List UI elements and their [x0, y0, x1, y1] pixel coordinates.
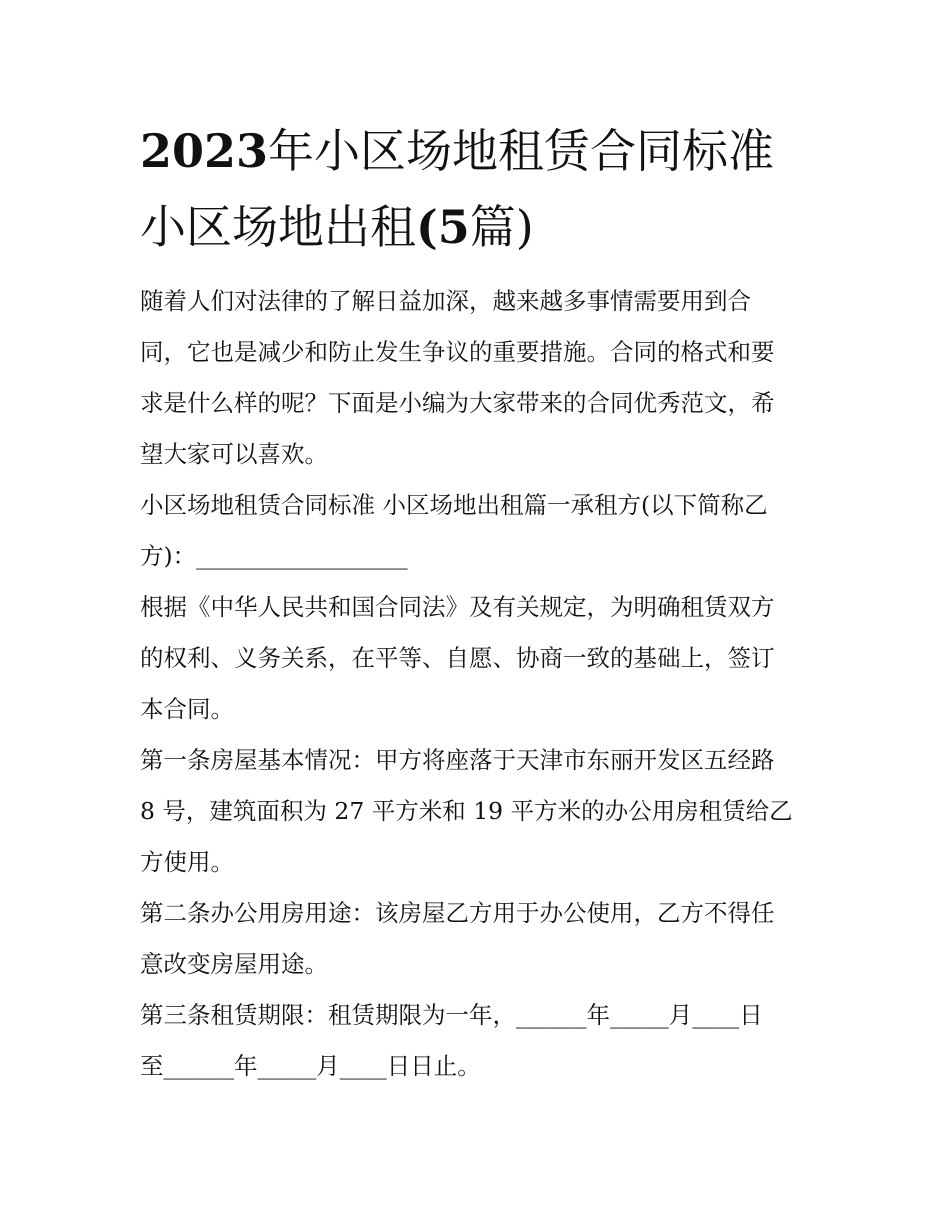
text-line: 根据《中华人民共和国合同法》及有关规定，为明确租赁双方 — [140, 593, 775, 621]
text-line: 本合同。 — [140, 695, 234, 723]
paragraph-article-2 — [140, 888, 820, 990]
paragraph-lessee — [140, 480, 820, 582]
text-line: 8 号，建筑面积为 27 平方米和 19 平方米的办公用房租赁给乙 — [140, 797, 793, 825]
text-line: 第二条办公用房用途：该房屋乙方用于办公使用，乙方不得任 — [140, 899, 775, 927]
title-count: (5 — [416, 200, 470, 254]
text-line: 方)：__________________ — [140, 542, 408, 570]
paragraph-basis — [140, 582, 820, 735]
title-text: 篇) — [469, 200, 534, 254]
text-line: 随着人们对法律的了解日益加深，越来越多事情需要用到合 — [140, 287, 751, 315]
title-text: 小区场地出租 — [140, 200, 416, 254]
paragraph-article-1 — [140, 735, 820, 888]
text-line: 同，它也是减少和防止发生争议的重要措施。合同的格式和要 — [140, 338, 775, 366]
paragraph-intro — [140, 276, 820, 480]
text-line: 望大家可以喜欢。 — [140, 440, 328, 468]
page-title — [140, 113, 820, 265]
title-line-2 — [140, 189, 820, 265]
text-line: 至______年_____月____日日止。 — [140, 1052, 481, 1080]
title-line-1 — [140, 113, 820, 189]
text-line: 方使用。 — [140, 848, 234, 876]
document-body — [140, 276, 820, 1092]
text-line: 的权利、义务关系，在平等、自愿、协商一致的基础上，签订 — [140, 644, 775, 672]
text-line: 小区场地租赁合同标准 小区场地出租篇一承租方(以下简称乙 — [140, 491, 768, 519]
text-line: 求是什么样的呢？下面是小编为大家带来的合同优秀范文，希 — [140, 389, 775, 417]
title-year: 2023 — [140, 124, 269, 178]
text-line: 意改变房屋用途。 — [140, 950, 328, 978]
text-line: 第三条租赁期限：租赁期限为一年，______年_____月____日 — [140, 1001, 763, 1029]
paragraph-article-3 — [140, 990, 820, 1092]
title-text: 年小区场地租赁合同标准 — [268, 124, 775, 178]
text-line: 第一条房屋基本情况：甲方将座落于天津市东丽开发区五经路 — [140, 746, 775, 774]
